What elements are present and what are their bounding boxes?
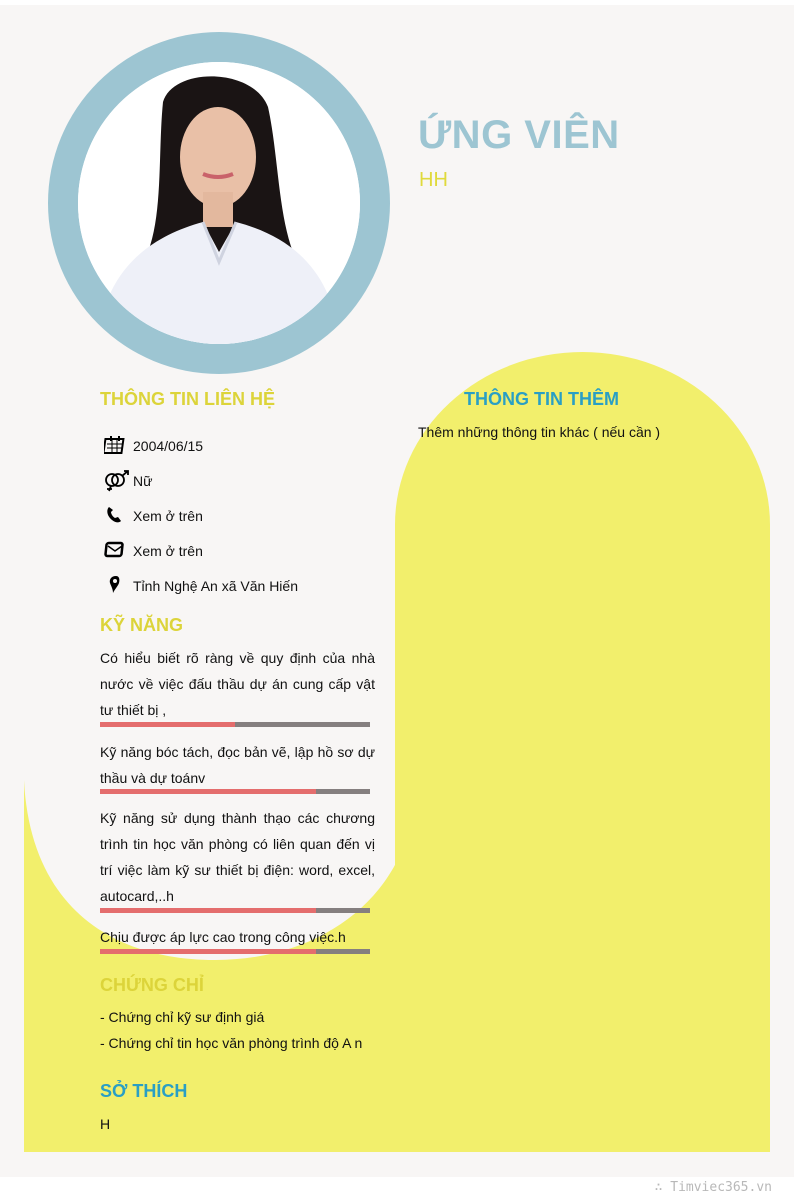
- contact-value: Xem ở trên: [133, 508, 203, 524]
- skill-level-bar: [100, 789, 370, 794]
- contact-gender: [104, 470, 152, 492]
- contact-phone: [104, 505, 203, 527]
- skill-item: Kỹ năng sử dụng thành thạo các chương trình tin học văn phòng có liên quan đến vị trí việc làm kỹ sư thiết bị điện: word, excel, autocard,..h: [100, 810, 375, 904]
- skill-level-fill: [100, 949, 316, 954]
- watermark: ∴ Timviec365.vn: [654, 1180, 772, 1195]
- gender-icon: [104, 470, 130, 492]
- hobbies-text: H: [100, 1116, 111, 1132]
- contact-value: 2004/06/15: [133, 438, 204, 454]
- certificates-heading: CHỨNG CHỈ: [100, 975, 204, 995]
- skill-level-bar: [100, 949, 370, 954]
- certificate-item: - Chứng chỉ kỹ sư định giá: [100, 1009, 265, 1025]
- calendar-icon: [104, 435, 130, 457]
- contact-heading: THÔNG TIN LIÊN HỆ: [100, 389, 275, 409]
- phone-icon: [104, 505, 130, 527]
- skill-level-fill: [100, 908, 316, 913]
- skill-item: Có hiểu biết rõ ràng về quy định của nhà nước về việc đấu thầu dự án cung cấp vật tư thiết bị ,: [100, 650, 375, 718]
- candidate-position: HH: [419, 169, 448, 191]
- contact-address: [104, 575, 298, 597]
- certificate-item: - Chứng chỉ tin học văn phòng trình độ A n: [100, 1035, 363, 1051]
- hobbies-heading: SỞ THÍCH: [100, 1081, 188, 1101]
- contact-email: [104, 540, 203, 562]
- skill-level-bar: [100, 908, 370, 913]
- skill-level-bar: [100, 722, 370, 727]
- location-icon: [104, 575, 130, 597]
- yellow-arch-shape: [395, 352, 770, 1152]
- skills-heading: KỸ NĂNG: [100, 615, 184, 635]
- avatar-photo: [78, 62, 360, 344]
- cv-page: [0, 5, 794, 1177]
- skill-level-fill: [100, 789, 316, 794]
- contact-value: Xem ở trên: [133, 543, 203, 559]
- email-icon: [104, 540, 130, 562]
- candidate-name: ỨNG VIÊN: [418, 113, 620, 157]
- extra-info-text: Thêm những thông tin khác ( nếu cần ): [418, 424, 661, 440]
- contact-birthday: [104, 435, 203, 457]
- avatar-ring: [48, 32, 390, 374]
- contact-value: Nữ: [133, 473, 153, 489]
- contact-value: Tỉnh Nghệ An xã Văn Hiến: [133, 578, 298, 594]
- skill-item: Chịu được áp lực cao trong công việc.h: [100, 929, 346, 945]
- extra-info-heading: THÔNG TIN THÊM: [464, 389, 619, 409]
- skill-level-fill: [100, 722, 235, 727]
- skill-item: Kỹ năng bóc tách, đọc bản vẽ, lập hồ sơ dự thầu và dự toánv: [100, 744, 375, 786]
